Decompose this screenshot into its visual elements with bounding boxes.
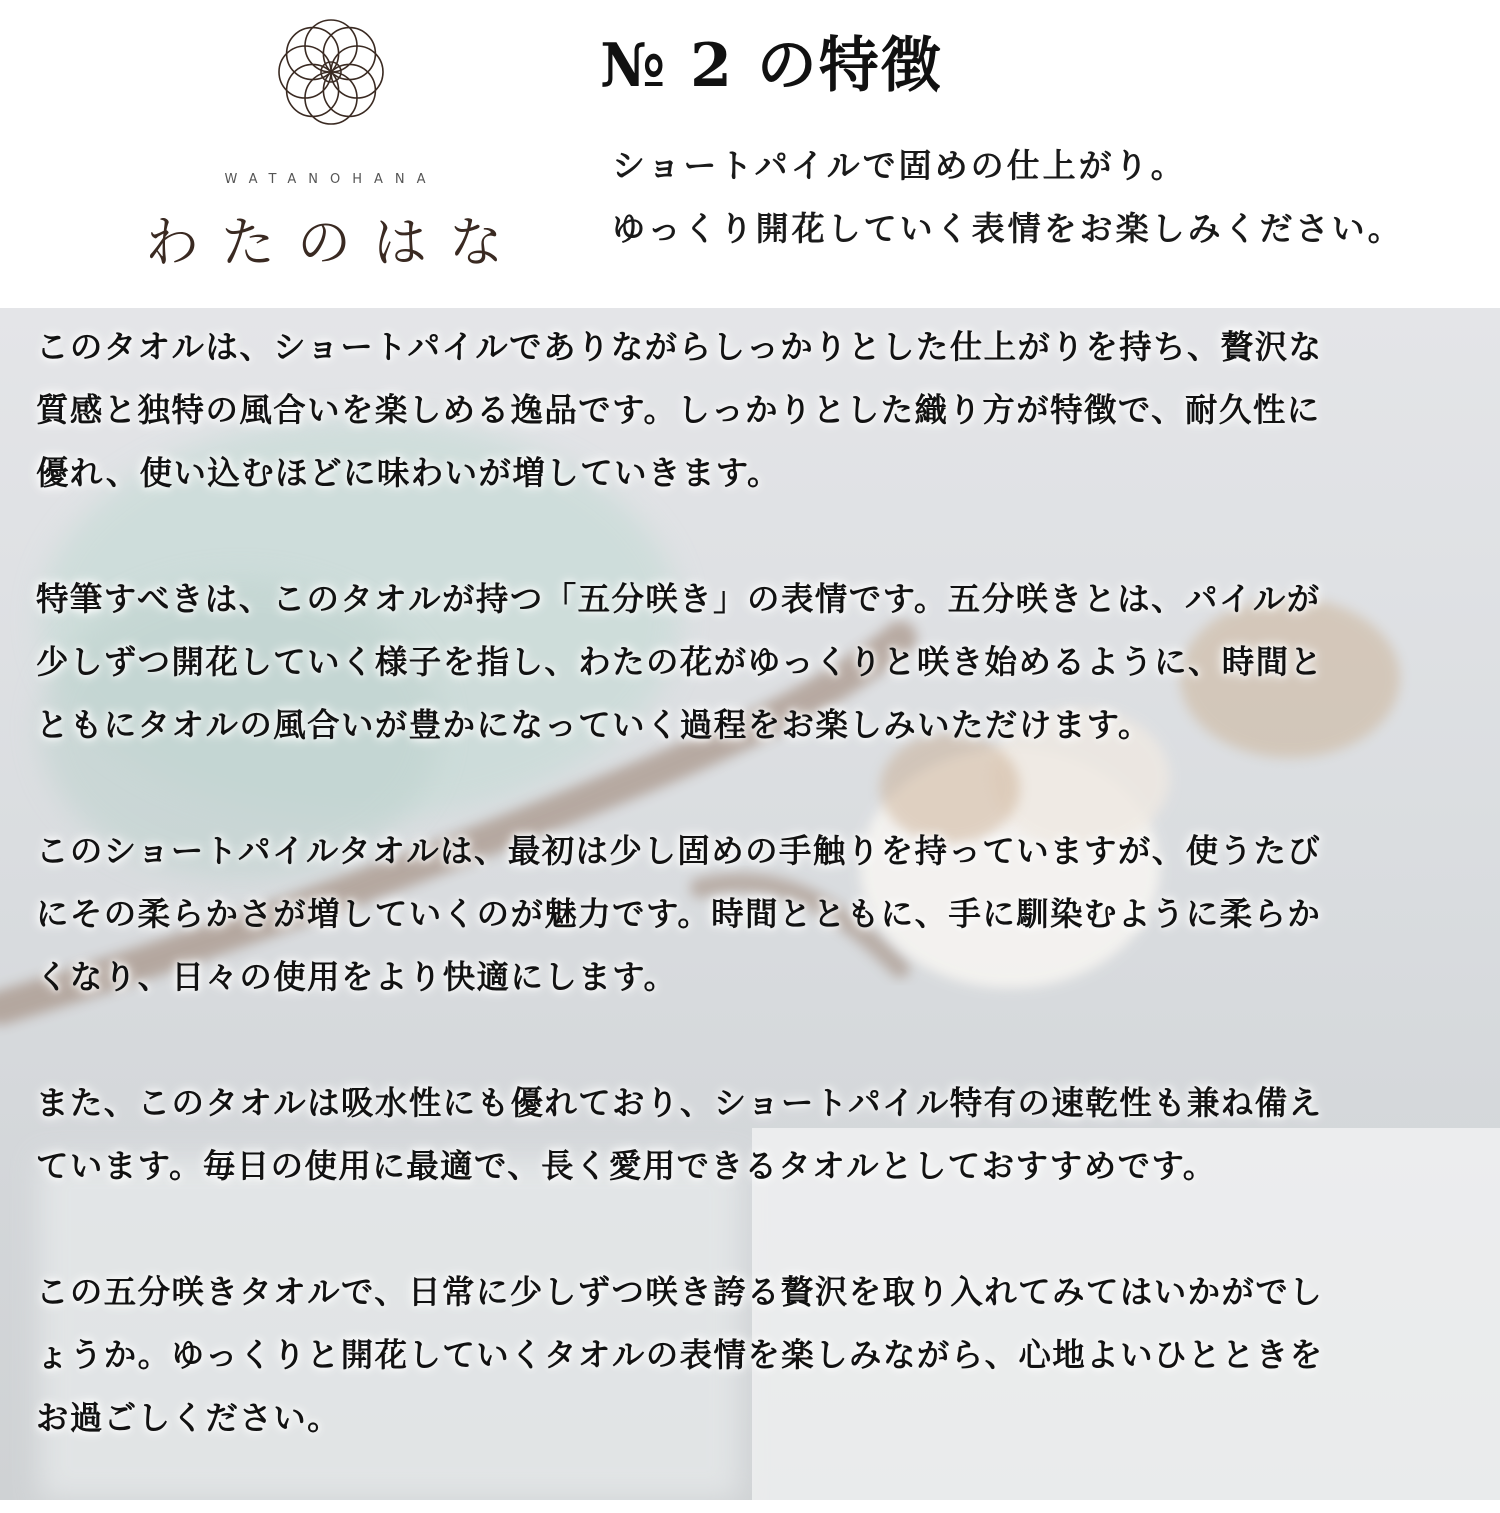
- paragraph-1: このタオルは、ショートパイルでありながらしっかりとした仕上がりを持ち、贅沢な 質感と独特の風合いを楽しめる逸品です。しっかりとした織り方が特徴で、耐久性に 優れ、使い込むほどに味わいが増していきます。: [36, 328, 1323, 492]
- paragraph-4: また、このタオルは吸水性にも優れており、ショートパイル特有の速乾性も兼ね備え ています。毎日の使用に最適で、長く愛用できるタオルとしておすすめです。: [36, 1084, 1323, 1185]
- brand-kana-wordmark: わたのはな: [145, 211, 525, 274]
- brand-latin: WATANOHANA: [224, 172, 438, 187]
- tagline-line-2: ゆっくり開花していく表情をお楽しみください。: [612, 209, 1404, 248]
- description-body: [36, 316, 1456, 1513]
- page-title: № 2 の特徴: [600, 31, 943, 101]
- header: [0, 0, 1500, 308]
- tagline-line-1: ショートパイルで固めの仕上がり。: [612, 146, 1187, 185]
- paragraph-3: このショートパイルタオルは、最初は少し固めの手触りを持っていますが、使うたび にその柔らかさが増していくのが魅力です。時間とともに、手に馴染むように柔らか くなり、日々の使用をより快適にします。: [36, 832, 1322, 996]
- paragraph-2: 特筆すべきは、このタオルが持つ「五分咲き」の表情です。五分咲きとは、パイルが 少しずつ開花していく様子を指し、わたの花がゆっくりと咲き始めるように、時間と ともにタオルの風合いが豊かになっていく過程をお楽しみいただけます。: [36, 580, 1324, 744]
- flower-ring-icon: [269, 10, 393, 134]
- paragraph-5: この五分咲きタオルで、日常に少しずつ咲き誇る贅沢を取り入れてみてはいかがでし ょうか。ゆっくりと開花していくタオルの表情を楽しみながら、心地よいひとときを お過ごしください。: [36, 1273, 1324, 1437]
